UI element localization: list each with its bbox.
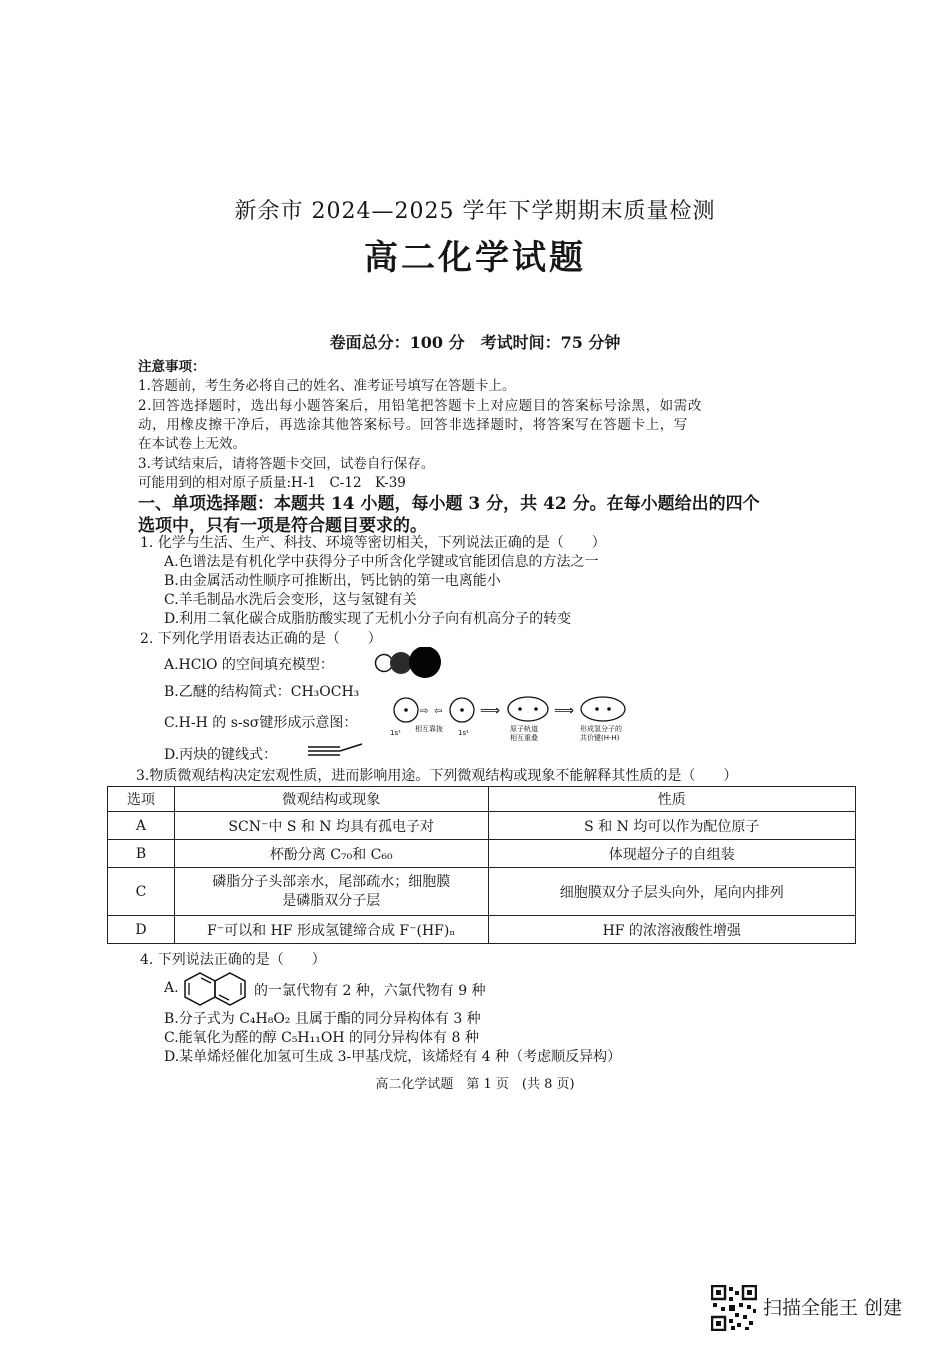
note-item-2-line-3: 在本试卷上无效。	[138, 436, 246, 452]
diagram-label-overlap-2: 相互重叠	[510, 734, 538, 742]
note-item-2-line-1: 2.回答选择题时，选出每小题答案后，用铅笔把答题卡上对应题目的答案标号涂黑，如需改	[138, 398, 702, 414]
qr-code-icon	[711, 1285, 757, 1331]
q1-option-d: D.利用二氧化碳合成脂肪酸实现了无机小分子向有机高分子的转变	[164, 611, 572, 627]
section-heading-line-1: 一、单项选择题：本题共 14 小题，每小题 3 分，共 42 分。在每小题给出的四个	[138, 494, 760, 514]
q2-option-b: B.乙醚的结构简式：CH₃OCH₃	[164, 684, 360, 700]
row-micro	[174, 868, 488, 916]
header-micro: 微观结构或现象	[174, 787, 488, 812]
diagram-label-1s-left: 1s¹	[390, 729, 401, 737]
q1-option-b: B.由金属活动性顺序可推断出，钙比钠的第一电离能小	[164, 573, 501, 589]
header-option: 选项	[108, 787, 175, 812]
table-row	[108, 812, 856, 840]
q4-option-d: D.某单烯烃催化加氢可生成 3-甲基戊烷，该烯烃有 4 种（考虑顺反异构）	[164, 1049, 622, 1065]
row-micro: SCN⁻中 S 和 N 均具有孤电子对	[174, 812, 488, 840]
s-s-sigma-bond-diagram	[388, 693, 650, 747]
q4-option-a-text: 的一氯代物有 2 种，六氯代物有 9 种	[254, 983, 486, 999]
row-micro-line-1: 磷脂分子头部亲水，尾部疏水；细胞膜	[212, 873, 451, 890]
q4-option-b: B.分子式为 C₄H₈O₂ 且属于酯的同分异构体有 3 种	[164, 1011, 481, 1027]
atomic-masses: 可能用到的相对原子质量:H-1 C-12 K-39	[138, 475, 406, 491]
q1-option-c: C.羊毛制品水洗后会变形，这与氢键有关	[164, 592, 417, 608]
page-title: 高二化学试题	[364, 238, 586, 278]
row-micro: 杯酚分离 C₇₀和 C₆₀	[174, 840, 488, 868]
note-item-1: 1.答题前，考生务必将自己的姓名、准考证号填写在答题卡上。	[138, 378, 516, 394]
q4-option-c: C.能氧化为醛的醇 C₅H₁₁OH 的同分异构体有 8 种	[164, 1030, 479, 1046]
section-heading-line-2: 选项中，只有一项是符合题目要求的。	[138, 516, 427, 536]
diagram-label-bond-1: 形成氢分子的	[580, 725, 622, 733]
q2-option-a: A.HClO 的空间填充模型：	[164, 657, 334, 673]
q4-stem: 4. 下列说法正确的是（ ）	[140, 952, 326, 968]
note-item-3: 3.考试结束后，请将答题卡交回，试卷自行保存。	[138, 456, 435, 472]
row-micro-line-2: 是磷脂双分子层	[282, 892, 381, 909]
svg-text:⇦: ⇦	[434, 706, 443, 717]
table-row	[108, 868, 856, 916]
table-header-row	[108, 787, 856, 812]
table-row	[108, 840, 856, 868]
q2-option-d: D.丙炔的键线式：	[164, 747, 278, 763]
q1-option-a: A.色谱法是有机化学中获得分子中所含化学键或官能团信息的方法之一	[164, 554, 599, 570]
hclo-space-filling-model	[372, 647, 448, 679]
diagram-label-bond-2: 共价键(H-H)	[580, 734, 620, 742]
svg-text:⟹: ⟹	[554, 703, 575, 719]
row-property: S 和 N 均可以作为配位原子	[488, 812, 855, 840]
note-item-2-line-2: 动，用橡皮擦干净后，再选涂其他答案标号。回答非选择题时，将答案写在答题卡上，写	[138, 417, 688, 433]
q1-stem: 1. 化学与生活、生产、科技、环境等密切相关，下列说法正确的是（ ）	[140, 535, 606, 551]
row-option: C	[108, 868, 175, 916]
row-option: B	[108, 840, 175, 868]
propyne-skeletal-formula	[304, 740, 366, 760]
header-property: 性质	[488, 787, 855, 812]
table-row	[108, 916, 856, 944]
row-property: 细胞膜双分子层头向外，尾向内排列	[488, 868, 855, 916]
row-property: 体现超分子的自组装	[488, 840, 855, 868]
scanner-watermark: 扫描全能王 创建	[763, 1297, 903, 1319]
diagram-label-approach: 相互靠拢	[415, 725, 443, 733]
diagram-label-1s-right: 1s¹	[458, 729, 469, 737]
q2-option-c: C.H-H 的 s-sσ键形成示意图：	[164, 715, 358, 731]
exam-meta: 卷面总分：100 分 考试时间：75 分钟	[329, 333, 621, 352]
row-option: D	[108, 916, 175, 944]
svg-text:⇨: ⇨	[420, 706, 429, 717]
q3-table	[107, 786, 856, 944]
diagram-label-overlap-1: 原子轨道	[510, 725, 538, 733]
exam-subtitle: 新余市 2024—2025 学年下学期期末质量检测	[234, 199, 716, 224]
q2-stem: 2. 下列化学用语表达正确的是（ ）	[140, 631, 382, 647]
q3-stem: 3.物质微观结构决定宏观性质，进而影响用途。下列微观结构或现象不能解释其性质的是（ ）	[136, 768, 738, 784]
page-footer: 高二化学试题 第 1 页 (共 8 页)	[375, 1077, 575, 1092]
svg-text:⟹: ⟹	[480, 703, 501, 719]
notes-heading: 注意事项：	[138, 359, 206, 375]
row-micro: F⁻可以和 HF 形成氢键缔合成 F⁻(HF)ₙ	[174, 916, 488, 944]
row-property: HF 的浓溶液酸性增强	[488, 916, 855, 944]
q4-option-a-prefix: A.	[164, 980, 179, 996]
naphthalene-structure	[182, 968, 252, 1008]
row-option: A	[108, 812, 175, 840]
